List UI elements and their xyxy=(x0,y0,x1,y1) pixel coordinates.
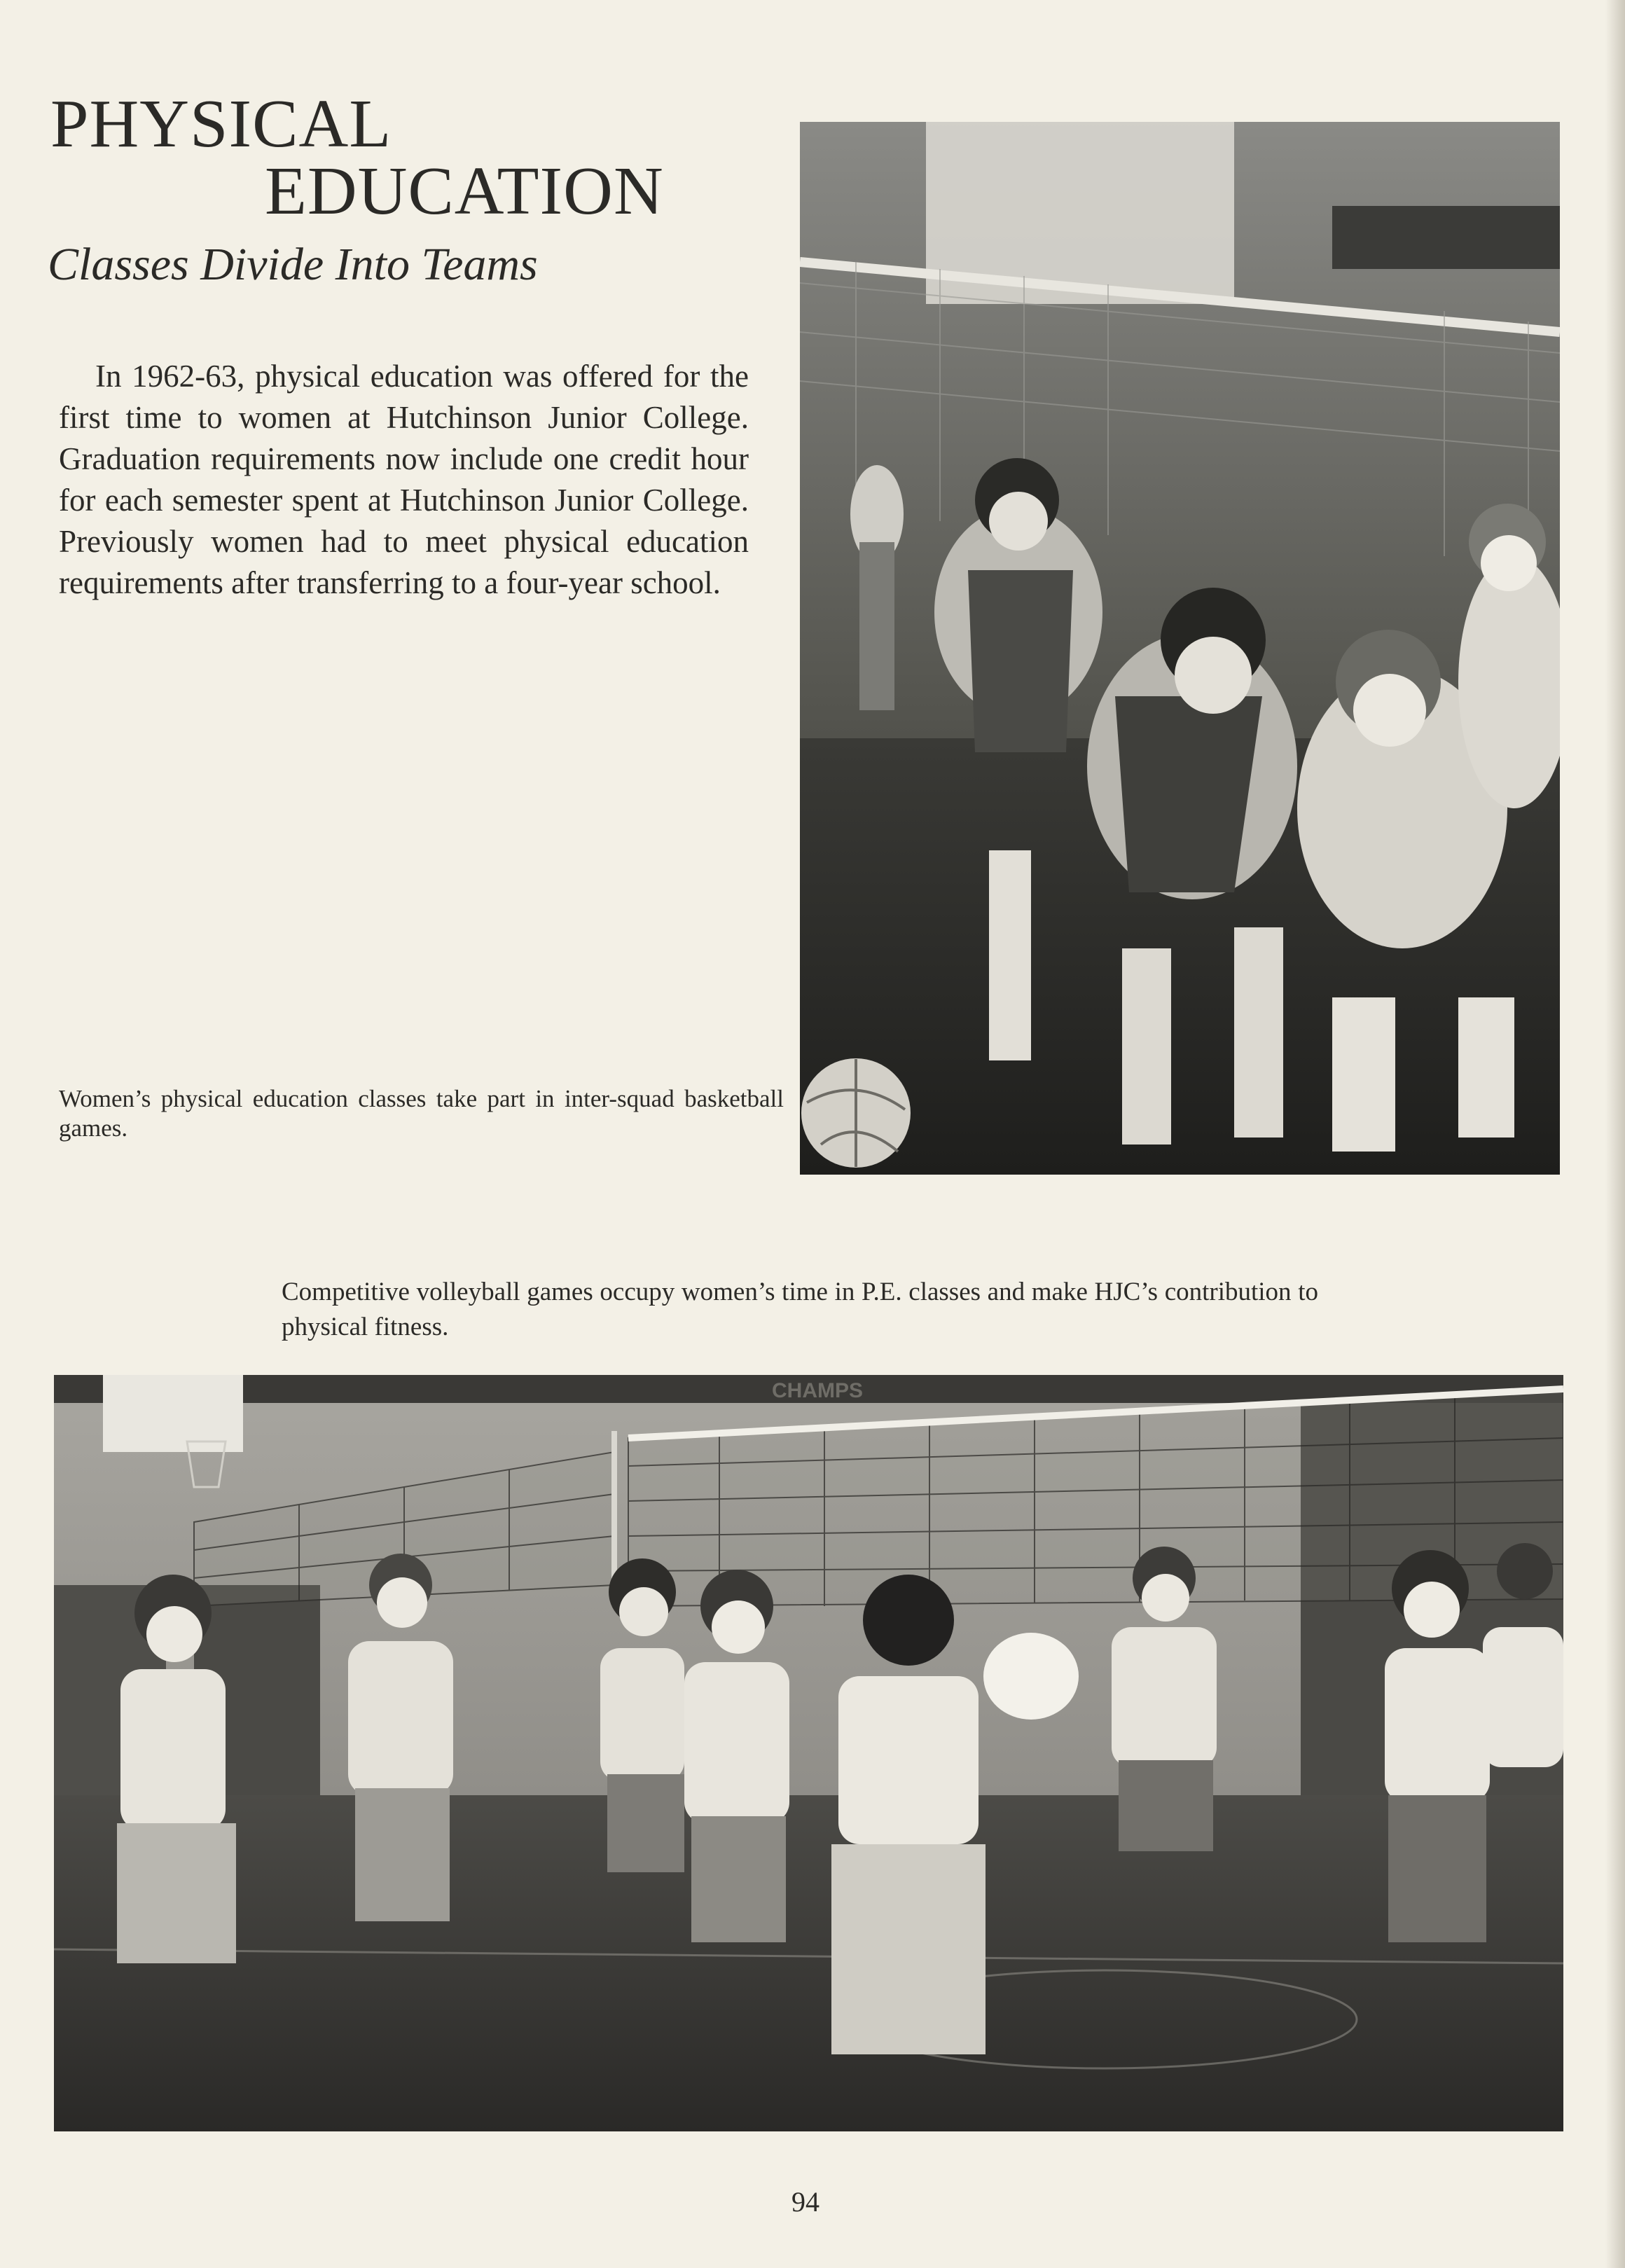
basketball-photo xyxy=(800,122,1560,1175)
page-edge-shadow xyxy=(1605,0,1625,2268)
page-subtitle: Classes Divide Into Teams xyxy=(48,239,538,290)
basketball-caption: Women’s physical education classes take part in inter-squad basketball games. xyxy=(59,1085,784,1142)
page-number: 94 xyxy=(791,2186,820,2218)
basketball-photo-drawing xyxy=(800,122,1560,1175)
volleyball-photo xyxy=(54,1375,1563,2131)
page-title-line-2: EDUCATION xyxy=(265,153,664,229)
volleyball-photo-drawing xyxy=(54,1375,1563,2131)
intro-paragraph: In 1962-63, physical education was offered for the first time to women at Hutchinson Junior College. Graduation requirements now include one credit hour for each semester spent at Hutchinson Junior College. Previously women had to meet physical education requirements after transferring to a four-year school. xyxy=(59,359,749,600)
champs-wall-sign: CHAMPS xyxy=(772,1379,864,1402)
volleyball-caption: Competitive volleyball games occupy women’s time in P.E. classes and make HJC’s contribution to physical fitness. xyxy=(282,1278,1318,1341)
page-title-line-1: PHYSICAL xyxy=(50,86,392,162)
